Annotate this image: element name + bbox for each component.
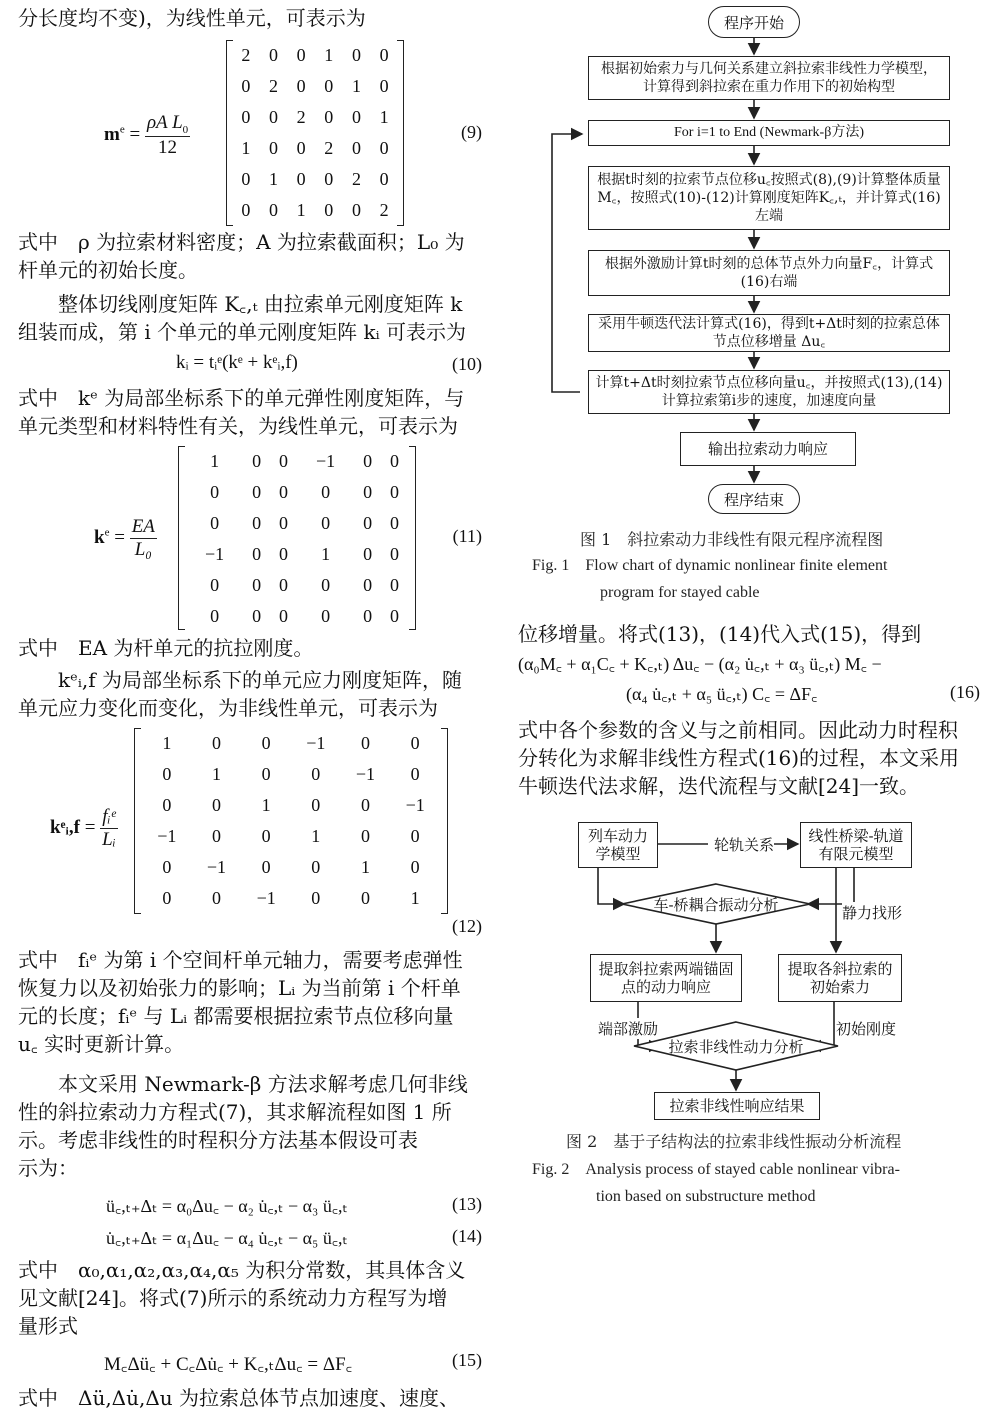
matrix-cell: 1 <box>324 45 334 65</box>
matrix-cell: 1 <box>379 107 389 127</box>
matrix-11-table <box>186 446 408 632</box>
matrix-cell: 0 <box>410 764 420 784</box>
matrix-row <box>186 570 408 601</box>
equation-12 <box>18 728 486 938</box>
equation-11-lhs: $k^e$ = $\frac{EA}{\text{L₀}}$ <box>94 516 155 560</box>
matrix-row <box>186 539 408 570</box>
matrix-row <box>232 133 398 164</box>
matrix-cell: 0 <box>363 606 373 626</box>
equation-16 <box>518 652 984 710</box>
matrix-cell: 0 <box>390 606 400 626</box>
text-line: 牛顿迭代法求解，迭代流程与文献[24]一致。 <box>518 774 920 798</box>
paragraph-substitute <box>518 620 984 648</box>
figure-1-caption-en: Fig. 1 Flow chart of dynamic nonlinear finite element program for stayed cable <box>532 557 888 601</box>
flow-step-loop: For i=1 to End (Newmark-β方法) <box>588 120 950 146</box>
matrix-cell: 0 <box>210 575 220 595</box>
figure-2-flowchart <box>518 814 984 1124</box>
equation-16-line-2: (α₄ u̇꜀,ₜ + α₅ ü꜀,ₜ) C꜀ = ΔF꜀ <box>626 684 818 704</box>
text-line: kᵉᵢ,f 为局部坐标系下的单元应力刚度矩阵，随 <box>18 668 463 692</box>
text-line: 分长度均不变)，为线性单元，可表示为 <box>18 6 366 30</box>
matrix-cell: 0 <box>162 857 172 877</box>
matrix-cell: 0 <box>252 544 262 564</box>
matrix-cell: 2 <box>379 200 389 220</box>
matrix-row <box>232 164 398 195</box>
matrix-cell: 0 <box>324 76 334 96</box>
matrix-cell: 0 <box>360 733 370 753</box>
matrix-row <box>186 446 408 477</box>
matrix-cell: −1 <box>157 826 177 846</box>
matrix-cell: 0 <box>252 513 262 533</box>
figure-2-caption-cn: 图 2 基于子结构法的拉索非线性振动分析流程 <box>566 1132 902 1151</box>
text-line: 单元应力变化而变化，为非线性单元，可表示为 <box>18 696 438 720</box>
flow2-label-static: 静力找形 <box>842 904 903 922</box>
matrix-9-table <box>232 40 398 226</box>
matrix-cell: 0 <box>321 482 331 502</box>
matrix-cell: 0 <box>311 764 321 784</box>
text-line: 式中 ρ 为拉索材料密度；A 为拉索截面积；L₀ 为 <box>18 230 465 254</box>
matrix-cell: 0 <box>351 45 361 65</box>
matrix-cell: 2 <box>268 76 278 96</box>
equation-9-number: (9) <box>461 122 482 142</box>
matrix-cell: 0 <box>410 857 420 877</box>
matrix-cell: 1 <box>162 733 172 753</box>
paragraph-newton <box>518 716 984 800</box>
flow-step-output: 输出拉索动力响应 <box>680 432 856 466</box>
text-line: 本文采用 Newmark-β 方法求解考虑几何非线 <box>18 1072 468 1096</box>
matrix-row <box>142 759 440 790</box>
matrix-cell: 0 <box>279 513 289 533</box>
matrix-cell: 2 <box>351 169 361 189</box>
flow2-result: 拉索非线性响应结果 <box>654 1092 820 1120</box>
matrix-cell: 0 <box>268 107 278 127</box>
flow2-label-end-excitation: 端部激励 <box>598 1020 659 1038</box>
equation-12-number: (12) <box>452 916 482 936</box>
matrix-cell: 0 <box>252 482 262 502</box>
matrix-cell: −1 <box>355 764 376 784</box>
matrix-12 <box>134 728 448 914</box>
matrix-cell: 1 <box>311 826 321 846</box>
matrix-cell: 0 <box>296 45 306 65</box>
flow2-extract-end-response: 提取斜拉索两端锚固点的动力响应 <box>590 954 742 1002</box>
matrix-row <box>142 852 440 883</box>
matrix-row <box>232 71 398 102</box>
matrix-cell: 1 <box>211 764 221 784</box>
matrix-cell: 0 <box>261 733 271 753</box>
matrix-cell: 0 <box>351 138 361 158</box>
matrix-cell: −1 <box>405 795 425 815</box>
text-line: 式中 fᵢᵉ 为第 i 个空间杆单元轴力，需要考虑弹性 <box>18 948 463 972</box>
matrix-cell: −1 <box>256 888 276 908</box>
matrix-cell: 0 <box>390 451 400 471</box>
text-line: 式中 kᵉ 为局部坐标系下的单元弹性刚度矩阵，与 <box>18 386 465 410</box>
figure-1-flowchart <box>518 0 984 520</box>
equation-13-body: ü꜀,ₜ₊Δₜ = α₀Δu꜀ − α₂ u̇꜀,ₜ − α₃ ü꜀,ₜ <box>106 1196 348 1216</box>
matrix-cell: 0 <box>390 575 400 595</box>
paragraph-tangent-stiffness <box>18 290 486 346</box>
matrix-cell: 0 <box>211 888 221 908</box>
matrix-cell: 0 <box>410 826 420 846</box>
paragraph-ea <box>18 634 486 662</box>
paragraph-fi <box>18 946 486 1058</box>
matrix-cell: 0 <box>390 544 400 564</box>
text-line: 性的斜拉索动力方程式(7)，其求解流程如图 1 所 <box>18 1100 452 1124</box>
matrix-cell: 0 <box>321 513 331 533</box>
matrix-row <box>186 601 408 632</box>
matrix-row <box>232 102 398 133</box>
matrix-cell: 0 <box>379 76 389 96</box>
matrix-cell: 1 <box>351 76 361 96</box>
matrix-cell: 0 <box>162 795 172 815</box>
matrix-cell: 0 <box>211 733 221 753</box>
flow2-bridge-model: 线性桥梁-轨道有限元模型 <box>800 822 912 868</box>
flow2-label-initial-stiffness: 初始刚度 <box>836 1020 897 1038</box>
matrix-cell: 0 <box>360 888 370 908</box>
matrix-cell: 0 <box>279 451 289 471</box>
equation-13-number: (13) <box>452 1194 482 1214</box>
matrix-cell: 0 <box>390 482 400 502</box>
matrix-cell: 1 <box>360 857 370 877</box>
matrix-cell: 0 <box>379 138 389 158</box>
flow2-label-wheel-rail: 轮轨关系 <box>714 836 775 854</box>
matrix-cell: 2 <box>296 107 306 127</box>
matrix-cell: 0 <box>360 795 370 815</box>
flow-step-update: 计算t+Δt时刻拉索节点位移向量u꜀，并按照式(13),(14)计算拉索第i步的速度，加速度向量 <box>588 370 950 414</box>
flow-step-build-model: 根据初始索力与几何关系建立斜拉索非线性力学模型，计算得到斜拉索在重力作用下的初始构型 <box>588 56 950 100</box>
matrix-cell: 1 <box>261 795 271 815</box>
paragraph-newmark <box>18 1070 486 1182</box>
matrix-cell: −1 <box>206 857 227 877</box>
text-line: 单元类型和材料特性有关，为线性单元，可表示为 <box>18 414 458 438</box>
paragraph-ke <box>18 384 486 440</box>
matrix-cell: 0 <box>210 513 220 533</box>
equation-9-lhs: $m^e$ = $\frac{\rho A L_0}{12}$ <box>104 112 189 158</box>
matrix-cell: 0 <box>296 138 306 158</box>
text-line: 整体切线刚度矩阵 K꜀,ₜ 由拉索单元刚度矩阵 k <box>18 292 463 316</box>
flow2-nonlinear-analysis: 拉索非线性动力分析 <box>668 1038 804 1056</box>
text-line: 示。考虑非线性的时程积分方法基本假设可表 <box>18 1128 418 1152</box>
matrix-row <box>142 821 440 852</box>
matrix-cell: 0 <box>296 169 306 189</box>
matrix-cell: 0 <box>241 107 251 127</box>
text-line: 式中 EA 为杆单元的抗拉刚度。 <box>18 636 314 660</box>
paragraph-alpha <box>18 1256 486 1340</box>
flow-step-newton: 采用牛顿迭代法计算式(16)，得到t+Δt时刻的拉索总体节点位移增量 Δu꜀ <box>588 314 950 352</box>
matrix-cell: 0 <box>279 482 289 502</box>
matrix-cell: 0 <box>211 795 221 815</box>
matrix-cell: 0 <box>363 513 373 533</box>
matrix-cell: 0 <box>324 169 334 189</box>
matrix-cell: 0 <box>261 826 271 846</box>
matrix-cell: 0 <box>261 764 271 784</box>
text-line: 见文献[24]。将式(7)所示的系统动力方程写为增 <box>18 1286 448 1310</box>
matrix-row <box>142 790 440 821</box>
matrix-12-table <box>142 728 440 914</box>
matrix-cell: 0 <box>261 857 271 877</box>
matrix-cell: 0 <box>324 200 334 220</box>
matrix-cell: 0 <box>268 138 278 158</box>
equation-14-body: u̇꜀,ₜ₊Δₜ = α₁Δu꜀ − α₄ u̇꜀,ₜ − α₅ ü꜀,ₜ <box>106 1228 348 1248</box>
text-line: 恢复力以及初始张力的影响；Lᵢ 为当前第 i 个杆单 <box>18 976 461 1000</box>
equation-16-line-1: (α₀M꜀ + α₁C꜀ + K꜀,ₜ) Δu꜀ − (α₂ u̇꜀,ₜ + α₃ ü꜀,ₜ) M꜀ − <box>518 654 882 674</box>
matrix-cell: 1 <box>321 544 331 564</box>
matrix-cell: 0 <box>252 575 262 595</box>
matrix-9 <box>226 40 404 226</box>
paragraph-delta <box>18 1384 486 1412</box>
matrix-cell: 0 <box>279 575 289 595</box>
flow-step-compute-mass: 根据t时刻的拉索节点位移u꜀按照式(8),(9)计算整体质量M꜀，按照式(10)-(12)计算刚度矩阵K꜀,ₜ，并计算式(16)左端 <box>588 166 950 230</box>
matrix-cell: 0 <box>296 76 306 96</box>
equation-15-number: (15) <box>452 1350 482 1370</box>
matrix-cell: 0 <box>311 888 321 908</box>
flow2-train-model: 列车动力学模型 <box>578 822 658 868</box>
figure-1-caption-cn: 图 1 斜拉索动力非线性有限元程序流程图 <box>580 530 884 549</box>
equation-14-number: (14) <box>452 1226 482 1246</box>
text-line: u꜀ 实时更新计算。 <box>18 1032 185 1056</box>
matrix-cell: 1 <box>241 138 251 158</box>
matrix-cell: 0 <box>351 107 361 127</box>
matrix-cell: 0 <box>363 451 373 471</box>
text-line: 位移增量。将式(13)，(14)代入式(15)，得到 <box>518 622 922 646</box>
text-line: 组装而成，第 i 个单元的单元刚度矩阵 kᵢ 可表示为 <box>18 320 466 344</box>
matrix-cell: 0 <box>252 451 262 471</box>
paragraph-kf <box>18 666 486 722</box>
matrix-cell: 0 <box>311 795 321 815</box>
flow-start: 程序开始 <box>708 6 800 38</box>
matrix-cell: 0 <box>162 764 172 784</box>
text-line: 杆单元的初始长度。 <box>18 258 198 282</box>
matrix-cell: 1 <box>210 451 220 471</box>
flow2-coupled-analysis: 车-桥耦合振动分析 <box>653 896 779 914</box>
text-line: 式中 α₀,α₁,α₂,α₃,α₄,α₅ 为积分常数，其具体含义 <box>18 1258 466 1282</box>
text-line: 量形式 <box>18 1314 78 1338</box>
text-line: 式中 Δü,Δu̇,Δu 为拉索总体节点加速度、速度、 <box>18 1386 460 1410</box>
matrix-cell: 2 <box>241 45 251 65</box>
matrix-cell: 0 <box>241 200 251 220</box>
matrix-cell: 0 <box>363 482 373 502</box>
matrix-cell: 1 <box>268 169 278 189</box>
matrix-cell: 1 <box>410 888 420 908</box>
matrix-cell: 0 <box>324 107 334 127</box>
matrix-row <box>232 195 398 226</box>
matrix-cell: 1 <box>296 200 306 220</box>
matrix-cell: 0 <box>241 169 251 189</box>
matrix-cell: 0 <box>279 606 289 626</box>
matrix-cell: −1 <box>306 733 326 753</box>
matrix-cell: 0 <box>379 45 389 65</box>
matrix-cell: 0 <box>268 45 278 65</box>
matrix-cell: 0 <box>241 76 251 96</box>
equation-10-body: kᵢ = tᵢᵉ(kᵉ + kᵉᵢ,f) <box>176 352 298 373</box>
flow-end: 程序结束 <box>708 484 800 514</box>
figure-2-caption-en: Fig. 2 Analysis process of stayed cable nonlinear vibra- tion based on substructure method <box>532 1161 900 1205</box>
equation-15-body: M꜀Δü꜀ + C꜀Δu̇꜀ + K꜀,ₜΔu꜀ = ΔF꜀ <box>104 1354 353 1375</box>
matrix-row <box>142 728 440 759</box>
equation-16-number: (16) <box>950 682 980 702</box>
flow-step-external-force: 根据外激励计算t时刻的总体节点外力向量F꜀，计算式(16)右端 <box>588 250 950 296</box>
matrix-cell: 0 <box>351 200 361 220</box>
matrix-cell: 0 <box>363 575 373 595</box>
equation-10 <box>18 350 486 378</box>
matrix-cell: 0 <box>360 826 370 846</box>
matrix-cell: 0 <box>390 513 400 533</box>
matrix-cell: 0 <box>321 575 331 595</box>
matrix-row <box>186 508 408 539</box>
matrix-cell: 0 <box>211 826 221 846</box>
flow2-extract-force: 提取各斜拉索的初始索力 <box>778 954 902 1002</box>
equation-13 <box>18 1194 486 1220</box>
equation-11-number: (11) <box>452 526 482 546</box>
matrix-row <box>186 477 408 508</box>
matrix-row <box>142 883 440 914</box>
matrix-cell: 0 <box>321 606 331 626</box>
text-line: 式中各个参数的含义与之前相同。因此动力时程积 <box>518 718 958 742</box>
equation-10-number: (10) <box>452 354 482 374</box>
matrix-cell: 0 <box>252 606 262 626</box>
matrix-cell: 0 <box>162 888 172 908</box>
matrix-cell: −1 <box>205 544 225 564</box>
equation-9 <box>18 40 486 226</box>
matrix-cell: 0 <box>210 606 220 626</box>
equation-12-lhs: kᵉᵢ,f = $\frac{\text{fᵢᵉ}}{\text{Lᵢ}}$ <box>50 806 116 850</box>
matrix-cell: 0 <box>311 857 321 877</box>
matrix-cell: 0 <box>410 733 420 753</box>
matrix-cell: 2 <box>324 138 334 158</box>
equation-15 <box>18 1350 486 1376</box>
matrix-11 <box>178 446 416 630</box>
equation-14 <box>18 1226 486 1252</box>
text-line: 示为： <box>18 1156 78 1180</box>
equation-11 <box>18 446 486 630</box>
matrix-cell: 0 <box>279 544 289 564</box>
paragraph-intro <box>18 4 486 32</box>
text-line: 分转化为求解非线性方程式(16)的过程，本文采用 <box>518 746 960 770</box>
matrix-cell: 0 <box>268 200 278 220</box>
text-line: 元的长度；fᵢᵉ 与 Lᵢ 都需要根据拉索节点位移向量 <box>18 1004 454 1028</box>
matrix-cell: 0 <box>210 482 220 502</box>
matrix-cell: −1 <box>316 451 336 471</box>
paragraph-rho <box>18 228 486 284</box>
matrix-cell: 0 <box>363 544 373 564</box>
matrix-row <box>232 40 398 71</box>
matrix-cell: 0 <box>379 169 389 189</box>
